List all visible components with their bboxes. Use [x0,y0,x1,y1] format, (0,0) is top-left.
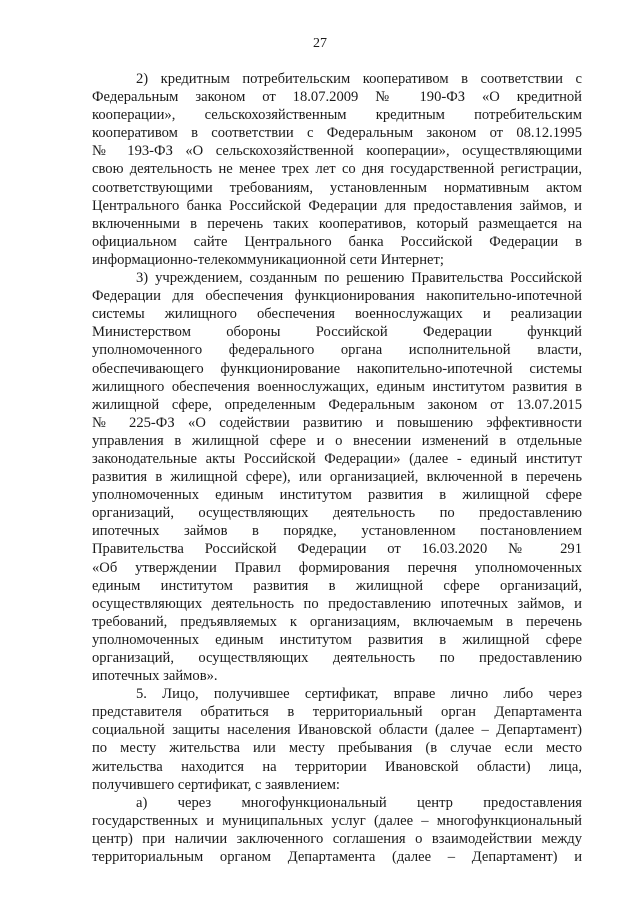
text-line: 5. Лицо, получившее сертификат, вправе лично либо через [136,686,582,703]
text-line: получившего сертификат, с заявлением: [92,776,340,793]
text-line: Правительства Российской Федерации от 16.03.2020 № 291 [92,541,582,558]
text-line: жилищного обеспечения военнослужащих, единым институтом развития в [92,378,582,395]
text-line: социальной защиты населения Ивановской области (далее – Департамент) [92,722,582,739]
text-line: территориальным органом Департамента (далее – Департамент) и [92,849,582,866]
text-line: официальном сайте Центрального банка Российской Федерации в [92,233,582,250]
text-line: развития в жилищной сфере), или организацией, включенной в перечень [92,469,582,486]
text-line: управления в жилищной сфере и о внесении изменений в отдельные [92,432,582,449]
text-line: жительства находится на территории Ивановской области) лица, [92,758,582,775]
paragraph-item-5 [92,685,582,794]
text-line: «Об утверждении Правил формирования перечня уполномоченных [92,559,582,576]
text-line: организаций, осуществляющих деятельность по предоставлению [92,505,582,522]
text-line: ипотечных займов». [92,668,218,685]
text-line: жилищной сфере, определенным Федеральным законом от 13.07.2015 [92,396,582,413]
text-line: ипотечных займов в порядке, установленном постановлением [92,523,582,540]
paragraph-item-2 [92,70,582,269]
text-line: 2) кредитным потребительским кооперативом в соответствии с [136,71,582,87]
text-line: Центрального банка Российской Федерации для предоставления займов, и [92,197,582,214]
text-line: информационно-телекоммуникационной сети Интернет; [92,251,444,268]
text-line: уполномоченных единым институтом развития в жилищной сфере [92,631,582,648]
paragraph-subitem-a [92,794,582,866]
text-line: № 193-ФЗ «О сельскохозяйственной кооперации», осуществляющими [92,143,582,160]
text-line: организаций, осуществляющих деятельность по предоставлению [92,650,582,666]
text-line: кооперативом в соответствии с Федеральным законом от 08.12.1995 [92,125,582,142]
text-line: уполномоченных единым институтом развития в жилищной сфере [92,487,582,504]
text-line: Министерством обороны Российской Федерации функций [92,324,582,341]
text-line: системы жилищного обеспечения военнослужащих и реализации [92,306,582,323]
text-line: Федерации для обеспечения функционирования накопительно-ипотечной [92,288,582,305]
text-line: свою деятельность не менее трех лет со дня государственной регистрации, [92,161,582,178]
text-line: кооперации», сельскохозяйственным кредитным потребительским [92,107,582,124]
text-line: единым институтом развития в жилищной сфере организаций, [92,577,582,594]
text-line: обеспечивающего функционирование накопительно-ипотечной системы [92,360,582,377]
text-line: а) через многофункциональный центр предоставления [136,794,582,811]
text-line: представителя обратиться в территориальный орган Департамента [92,704,582,721]
text-line: по месту жительства или месту пребывания (в случае если место [92,740,582,757]
text-line: уполномоченного федерального органа исполнительной власти, [92,342,582,359]
document-body [92,70,582,866]
paragraph-item-3 [92,269,582,685]
text-line: № 225-ФЗ «О содействии развитию и повышению эффективности [92,414,582,431]
page-number: 27 [313,36,327,51]
text-line: 3) учреждением, созданным по решению Правительства Российской [136,270,582,287]
text-line: государственных и муниципальных услуг (далее – многофункциональный [92,812,582,829]
text-line: соответствующими требованиям, установленным нормативным актом [92,179,582,196]
text-line: законодательные акты Российской Федерации» (далее - единый институт [92,450,582,467]
text-line: осуществляющих деятельность по предоставлению ипотечных займов, и [92,595,582,612]
text-line: включенными в перечень таких кооперативов, который размещается на [92,215,582,232]
text-line: требований, предъявляемых к организациям, включаемым в перечень [92,613,582,630]
text-line: Федеральным законом от 18.07.2009 № 190-ФЗ «О кредитной [92,89,582,106]
text-line: центр) при наличии заключенного соглашения о взаимодействии между [92,830,582,847]
